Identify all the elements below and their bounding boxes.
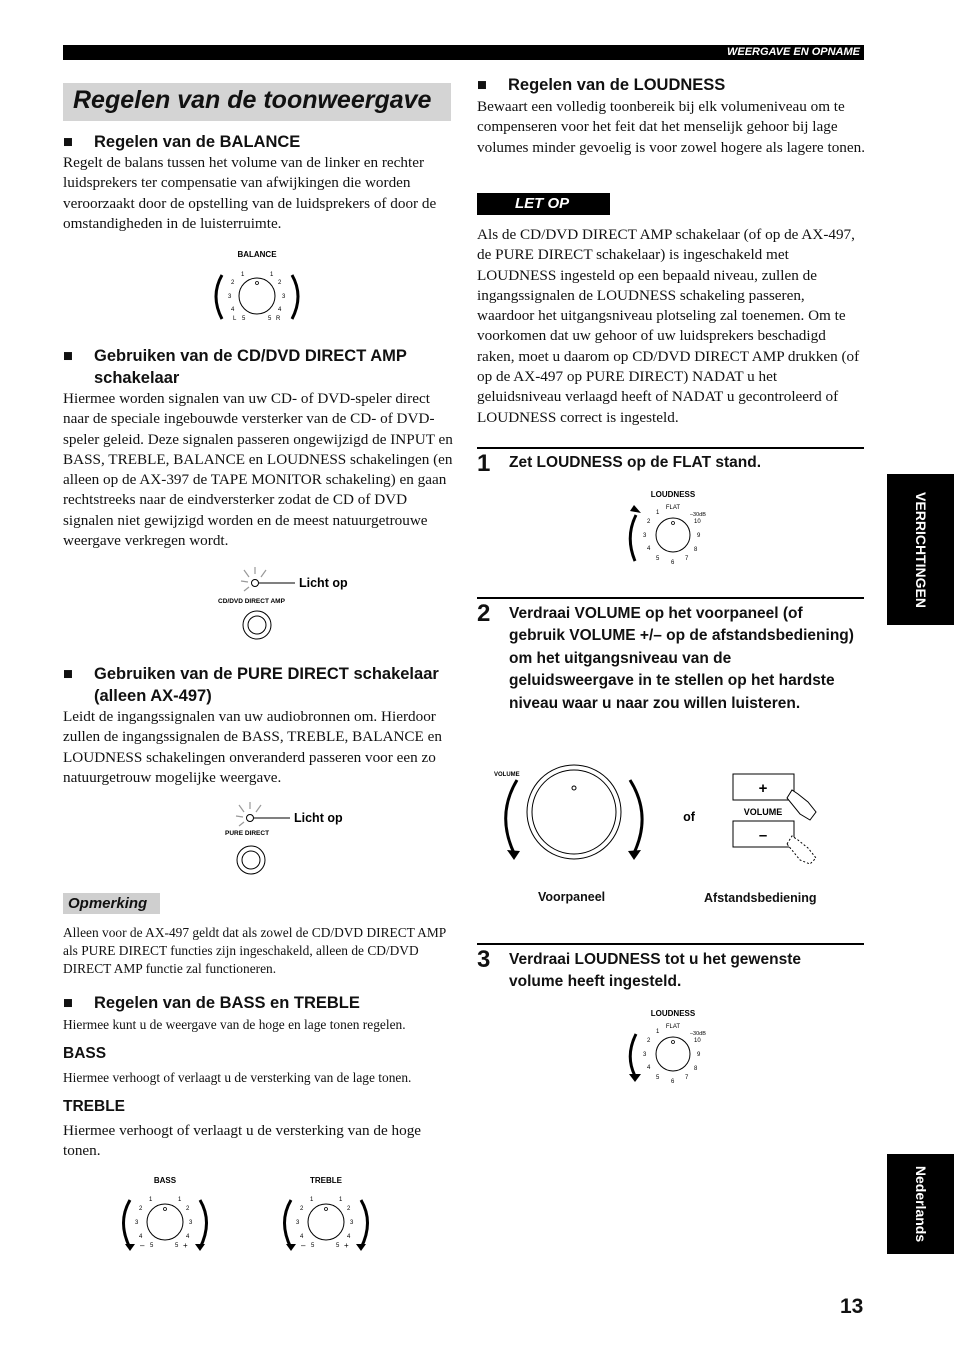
svg-text:+: +	[344, 1241, 349, 1250]
svg-text:R: R	[276, 316, 281, 322]
svg-text:L: L	[233, 316, 237, 322]
svg-text:LOUDNESS: LOUDNESS	[650, 490, 696, 499]
svg-text:8: 8	[694, 547, 698, 553]
svg-text:3: 3	[282, 294, 286, 300]
bass-title: BASS	[63, 1045, 107, 1062]
svg-text:4: 4	[647, 546, 651, 552]
svg-text:4: 4	[647, 1065, 651, 1071]
svg-text:–30dB: –30dB	[690, 1031, 706, 1037]
svg-text:TREBLE: TREBLE	[310, 1176, 342, 1185]
svg-text:2: 2	[186, 1206, 190, 1212]
page-title-box	[63, 83, 451, 121]
svg-text:–: –	[140, 1241, 145, 1250]
treble-text: Hiermee verhoogt of verlaagt u de versterking van de hoge tonen.	[63, 1122, 422, 1160]
svg-text:1: 1	[149, 1197, 153, 1203]
cd-direct-heading: ■ Gebruiken van de CD/DVD DIRECT AMP schakelaar	[63, 347, 407, 387]
step-1-number: 1	[477, 450, 491, 477]
svg-text:4: 4	[139, 1234, 143, 1240]
svg-text:2: 2	[278, 280, 282, 286]
svg-text:7: 7	[685, 1075, 689, 1081]
balance-heading: ■ Regelen van de BALANCE	[63, 133, 301, 151]
svg-text:CD/DVD DIRECT AMP: CD/DVD DIRECT AMP	[218, 598, 285, 605]
svg-text:1: 1	[310, 1197, 314, 1203]
svg-text:FLAT: FLAT	[665, 1024, 681, 1030]
loudness-knob-diagram-1	[620, 485, 730, 575]
svg-text:2: 2	[300, 1206, 304, 1212]
balance-knob-diagram	[205, 245, 305, 327]
svg-text:1: 1	[656, 510, 660, 516]
pure-direct-button-diagram	[222, 800, 362, 878]
svg-text:9: 9	[697, 533, 701, 539]
caution-text: Als de CD/DVD DIRECT AMP schakelaar (of op de AX-497, de PURE DIRECT schakelaar) is ingeschakeld met LOUDNESS ingesteld op een bepaald niveau, zullen de ingangssignalen de LOUDNESS schakeling passeren, waardoor het uitgangsniveau plotseling zal toenemen. Om te voorkomen dat uw gehoor of uw luidsprekers beschadigd raken, moet u daarom op CD/DVD DIRECT AMP drukken (of op de AX-497 op PURE DIRECT) NADAT u het geluidsniveau verlaagd heeft of NADAT u gecontroleerd of LOUDNESS correct is ingesteld.	[477, 226, 860, 426]
loudness-knob-diagram-3	[620, 1004, 730, 1094]
svg-text:BASS: BASS	[153, 1176, 177, 1185]
section-label: WEERGAVE EN OPNAME	[726, 46, 860, 58]
note-label: Opmerking	[63, 893, 160, 914]
svg-text:5: 5	[175, 1243, 179, 1249]
svg-text:3: 3	[189, 1220, 193, 1226]
bass-treble-intro: Hiermee kunt u de weergave van de hoge en lage tonen regelen.	[63, 1017, 406, 1032]
svg-text:6: 6	[671, 560, 675, 566]
svg-text:4: 4	[231, 307, 235, 313]
svg-text:+: +	[758, 780, 768, 797]
svg-text:4: 4	[347, 1234, 351, 1240]
treble-knob-diagram	[274, 1170, 376, 1252]
step-3-text: Verdraai LOUDNESS tot u het gewenste volume heeft ingesteld.	[509, 951, 801, 991]
cd-direct-text: Hiermee worden signalen van uw CD- of DVD-speler direct naar de speciale ingebouwde versterker van de CD- of DVD-speler geleid. Deze signalen passeren ongewijzigd de INPUT en BASS, TREBLE, BALANCE en LOUDNESS schakelingen (en alleen op de AX-397 de TAPE MONITOR schakeling) en gaan rechtstreeks naar de eindversterker zodat de CD of DVD signalen niet gewijzigd worden en de meest natuurgetrouwe weergave verkregen wordt.	[63, 390, 453, 550]
svg-text:4: 4	[186, 1234, 190, 1240]
svg-text:Licht op: Licht op	[299, 576, 348, 590]
step-3-rule	[477, 943, 864, 945]
svg-text:–: –	[758, 827, 768, 844]
svg-text:1: 1	[178, 1197, 182, 1203]
note-text: Alleen voor de AX-497 geldt dat als zowel de CD/DVD DIRECT AMP als PURE DIRECT functies zijn ingeschakeld, alleen de CD/DVD DIRECT AMP functie zal functioneren.	[63, 925, 446, 977]
svg-text:1: 1	[339, 1197, 343, 1203]
svg-text:5: 5	[311, 1243, 315, 1249]
bass-text: Hiermee verhoogt of verlaagt u de versterking van de lage tonen.	[63, 1070, 412, 1085]
svg-text:–: –	[301, 1241, 306, 1250]
step-3-number: 3	[477, 946, 491, 973]
svg-text:BALANCE: BALANCE	[237, 250, 277, 259]
side-tab-verrichtingen: VERRICHTINGEN	[887, 474, 954, 625]
svg-text:VOLUME: VOLUME	[494, 772, 520, 778]
page-title: Regelen van de toonweergave	[73, 86, 432, 114]
svg-text:2: 2	[647, 1038, 651, 1044]
svg-text:–30dB: –30dB	[690, 512, 706, 518]
svg-text:+: +	[183, 1241, 188, 1250]
loudness-text: Bewaart een volledig toonbereik bij elk volumeniveau om te compenseren voor het feit dat het menselijk gehoor bij lage volumes minder gevoelig is voor zowel hogere als lagere tonen.	[477, 98, 866, 156]
svg-text:3: 3	[643, 1052, 647, 1058]
svg-text:5: 5	[336, 1243, 340, 1249]
svg-text:3: 3	[350, 1220, 354, 1226]
svg-text:9: 9	[697, 1052, 701, 1058]
cd-direct-button-diagram	[215, 565, 360, 643]
svg-text:2: 2	[347, 1206, 351, 1212]
step-2-rule	[477, 597, 864, 599]
svg-text:VOLUME: VOLUME	[743, 807, 783, 817]
volume-diagram	[492, 760, 832, 910]
step-2-number: 2	[477, 600, 491, 627]
svg-text:5: 5	[656, 556, 660, 562]
svg-text:PURE DIRECT: PURE DIRECT	[225, 830, 270, 837]
pure-direct-heading: ■ Gebruiken van de PURE DIRECT schakelaar (alleen AX-497)	[63, 665, 439, 705]
section-header-bar	[63, 45, 864, 60]
svg-text:3: 3	[296, 1220, 300, 1226]
svg-text:2: 2	[647, 519, 651, 525]
svg-text:LOUDNESS: LOUDNESS	[650, 1009, 696, 1018]
step-1-rule	[477, 447, 864, 449]
svg-text:1: 1	[241, 272, 245, 278]
svg-text:4: 4	[300, 1234, 304, 1240]
svg-text:2: 2	[231, 280, 235, 286]
front-panel-label: Voorpaneel	[538, 890, 606, 904]
svg-text:1: 1	[270, 272, 274, 278]
step-1-text: Zet LOUDNESS op de FLAT stand.	[509, 454, 762, 471]
svg-text:of: of	[683, 810, 695, 824]
balance-text: Regelt de balans tussen het volume van de linker en rechter luidsprekers ter compensatie van afwijkingen die worden veroorzaakt door de opstelling van de luidsprekers of door de omstandigheden in de luisterruimte.	[63, 154, 437, 232]
pure-direct-text: Leidt de ingangssignalen van uw audiobronnen om. Hierdoor zullen de ingangssignalen de BASS, TREBLE, BALANCE en LOUDNESS schakelingen onveranderd passeren voor een zo natuurgetrouw mogelijke weergave.	[63, 708, 442, 786]
page-number: 13	[840, 1295, 864, 1318]
svg-text:Licht op: Licht op	[294, 811, 343, 825]
svg-text:3: 3	[228, 294, 232, 300]
treble-title: TREBLE	[63, 1098, 125, 1115]
step-2-text: Verdraai VOLUME op het voorpaneel (of gebruik VOLUME +/– op de afstandsbediening) om het uitgangsniveau van de geluidsweergave in te stellen op het hardste niveau waar u naar zou willen luisteren.	[509, 605, 854, 712]
bass-treble-heading: ■ Regelen van de BASS en TREBLE	[63, 994, 360, 1012]
loudness-heading: ■ Regelen van de LOUDNESS	[477, 76, 726, 94]
bass-knob-diagram	[113, 1170, 215, 1252]
svg-text:10: 10	[694, 519, 701, 525]
svg-text:10: 10	[694, 1038, 701, 1044]
svg-text:1: 1	[656, 1029, 660, 1035]
svg-text:FLAT: FLAT	[665, 505, 681, 511]
svg-text:5: 5	[656, 1075, 660, 1081]
svg-text:3: 3	[643, 533, 647, 539]
svg-text:7: 7	[685, 556, 689, 562]
svg-text:4: 4	[278, 307, 282, 313]
svg-text:6: 6	[671, 1079, 675, 1085]
remote-label: Afstandsbediening	[704, 891, 817, 905]
caution-label: LET OP	[477, 193, 610, 215]
svg-text:5: 5	[150, 1243, 154, 1249]
svg-text:5: 5	[242, 316, 246, 322]
svg-text:3: 3	[135, 1220, 139, 1226]
svg-text:5: 5	[268, 316, 272, 322]
svg-text:2: 2	[139, 1206, 143, 1212]
svg-text:8: 8	[694, 1066, 698, 1072]
side-tab-nederlands: Nederlands	[887, 1154, 954, 1254]
